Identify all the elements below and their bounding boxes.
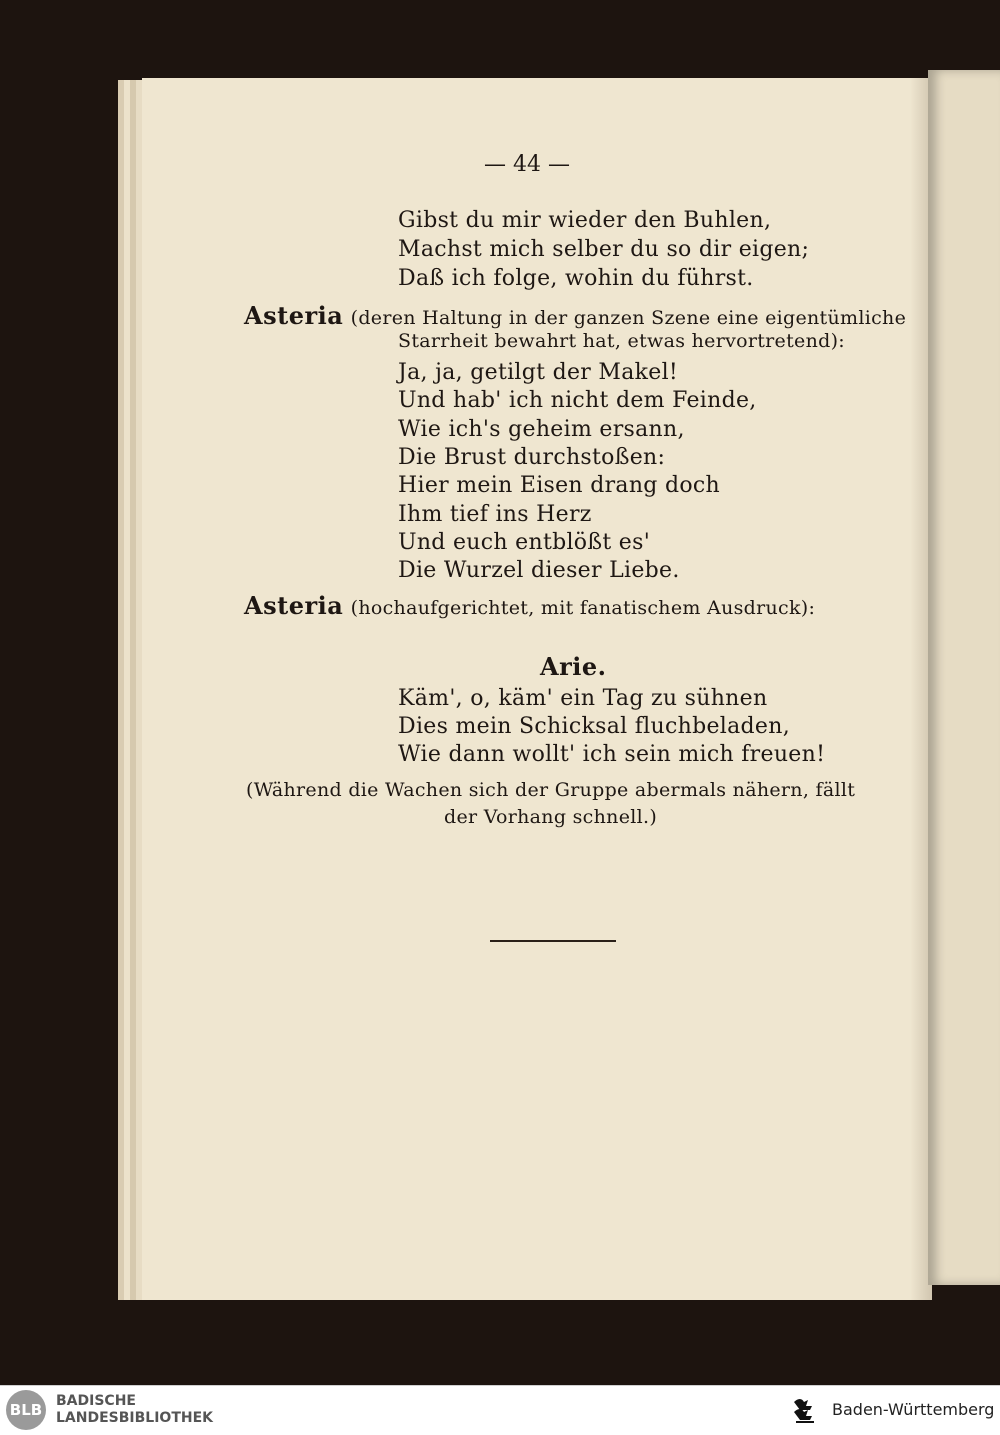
footer-bar (0, 1385, 1000, 1435)
page-number: — 44 — (484, 152, 570, 177)
library-name-line-2: LANDESBIBLIOTHEK (56, 1410, 214, 1426)
aria-title: Arie. (540, 652, 607, 681)
speaker-heading-1 (244, 301, 906, 330)
speaker-name: Asteria (244, 301, 344, 330)
facing-page-edge (928, 70, 1000, 1285)
library-name (56, 1393, 213, 1427)
aria-line: Wie dann wollt' ich sein mich freuen! (398, 742, 826, 767)
state-name: Baden-Württemberg (832, 1400, 995, 1419)
verse-line: Und hab' ich nicht dem Feinde, (398, 388, 757, 413)
verse-line: Gibst du mir wieder den Buhlen, (398, 208, 772, 233)
verse-line: Die Brust durchstoßen: (398, 445, 666, 470)
stage-direction: (deren Haltung in der ganzen Szene eine eigentümliche (350, 307, 907, 329)
speaker-name: Asteria (244, 591, 344, 620)
stage-direction: (hochaufgerichtet, mit fanatischem Ausdruck): (350, 597, 816, 619)
aria-line: Käm', o, käm' ein Tag zu sühnen (398, 686, 768, 711)
verse-line: Ja, ja, getilgt der Makel! (398, 360, 679, 385)
end-rule (490, 940, 616, 942)
verse-line: Machst mich selber du so dir eigen; (398, 237, 810, 262)
library-name-line-1: BADISCHE (56, 1393, 136, 1409)
verse-line: Die Wurzel dieser Liebe. (398, 558, 680, 583)
speaker-heading-2 (244, 591, 815, 620)
verse-line: Daß ich folge, wohin du führst. (398, 266, 754, 291)
closing-stage-direction-continued: der Vorhang schnell.) (444, 806, 658, 828)
blb-logo-icon: BLB (6, 1390, 46, 1430)
verse-line: Hier mein Eisen drang doch (398, 473, 720, 498)
closing-stage-direction: (Während die Wachen sich der Gruppe abermals nähern, fällt (246, 779, 856, 801)
baden-wuerttemberg-lions-icon (790, 1394, 822, 1426)
verse-line: Wie ich's geheim ersann, (398, 417, 685, 442)
aria-line: Dies mein Schicksal fluchbeladen, (398, 714, 790, 739)
stage-direction-continued: Starrheit bewahrt hat, etwas hervortretend): (398, 330, 845, 352)
verse-line: Ihm tief ins Herz (398, 502, 592, 527)
verse-line: Und euch entblößt es' (398, 530, 651, 555)
